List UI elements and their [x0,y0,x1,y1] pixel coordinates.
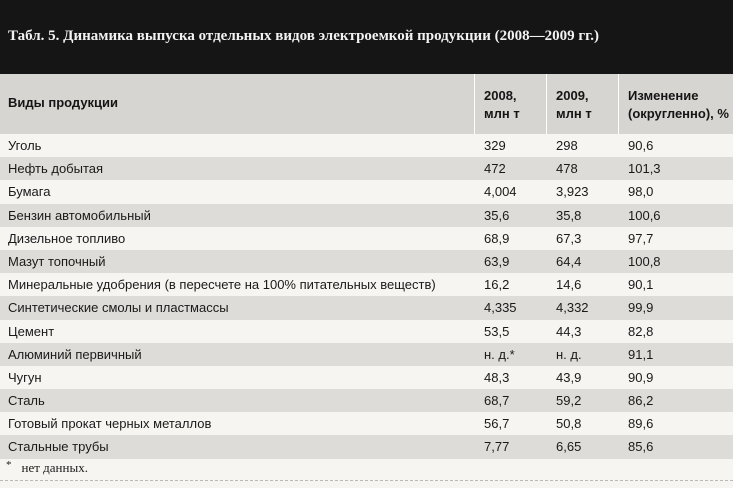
row-change: 90,9 [628,369,654,385]
row-product: Синтетические смолы и пластмассы [8,300,229,316]
row-product: Бумага [8,184,51,200]
table-row [0,204,733,227]
table-row [0,435,733,458]
row-product: Минеральные удобрения (в пересчете на 100% питательных веществ) [8,277,436,293]
row-product: Уголь [8,138,42,153]
row-2008: 472 [484,161,506,177]
row-change: 90,1 [628,277,654,293]
row-change: 82,8 [628,323,654,339]
header-change-line2: (округленно), % [628,106,729,121]
table-title-bar [0,0,733,74]
header-2008-line1: 2008, [484,88,517,103]
row-2008: 48,3 [484,369,510,385]
row-change: 97,7 [628,230,654,246]
footnote-mark: * [6,459,12,471]
row-2008: 68,9 [484,230,510,246]
header-product: Виды продукции [8,95,119,110]
row-change: 100,8 [628,253,661,269]
row-2009: 4,332 [556,300,589,316]
row-change: 101,3 [628,161,661,177]
row-change: 89,6 [628,416,654,432]
row-product: Готовый прокат черных металлов [8,416,212,432]
table-row [0,412,733,435]
row-2008: 68,7 [484,393,510,409]
row-2008: 329 [484,138,506,153]
row-product: Мазут топочный [8,253,106,269]
row-2009: 3,923 [556,184,589,200]
footnote-text: нет данных. [21,460,88,475]
table-row [0,366,733,389]
row-product: Дизельное топливо [8,230,126,246]
header-2008 [484,87,520,123]
row-change: 86,2 [628,393,654,409]
row-2009: 44,3 [556,323,582,339]
row-2009: 298 [556,138,578,153]
table-body [0,134,733,459]
header-2009 [556,87,592,123]
table-row [0,134,733,157]
row-2008: 4,335 [484,300,517,316]
header-change-line1: Изменение [628,88,699,103]
table-row [0,389,733,412]
table-row [0,227,733,250]
table-row [0,296,733,319]
table-header [0,74,733,134]
row-change: 90,6 [628,138,654,153]
row-product: Алюминий первичный [8,346,142,362]
row-2008: 16,2 [484,277,510,293]
row-2008: 35,6 [484,207,510,223]
footnote [6,460,88,476]
header-change [628,87,729,123]
row-change: 85,6 [628,439,654,455]
row-2009: 6,65 [556,439,582,455]
table-row [0,343,733,366]
row-2009: н. д. [556,346,582,362]
row-2009: 478 [556,161,578,177]
row-2008: 7,77 [484,439,510,455]
table-row [0,273,733,296]
table-title: Табл. 5. Динамика выпуска отдельных видов электроемкой продукции (2008—2009 гг.) [8,28,600,44]
row-change: 98,0 [628,184,654,200]
row-2008: 63,9 [484,253,510,269]
table-row [0,180,733,203]
table-row [0,320,733,343]
row-product: Сталь [8,393,45,409]
row-2008: 56,7 [484,416,510,432]
row-2009: 43,9 [556,369,582,385]
row-change: 91,1 [628,346,654,362]
row-product: Цемент [8,323,55,339]
table-row [0,157,733,180]
row-2009: 14,6 [556,277,582,293]
row-2009: 67,3 [556,230,582,246]
bottom-divider [0,480,733,482]
header-2009-line2: млн т [556,106,592,121]
row-2008: 53,5 [484,323,510,339]
row-product: Бензин автомобильный [8,207,151,223]
row-change: 99,9 [628,300,654,316]
row-product: Нефть добытая [8,161,104,177]
row-2008: н. д.* [484,346,515,362]
header-2009-line1: 2009, [556,88,589,103]
row-2009: 50,8 [556,416,582,432]
row-product: Чугун [8,369,42,385]
header-2008-line2: млн т [484,106,520,121]
row-product: Стальные трубы [8,439,109,455]
row-2009: 35,8 [556,207,582,223]
row-2008: 4,004 [484,184,517,200]
row-2009: 59,2 [556,393,582,409]
table-row [0,250,733,273]
row-2009: 64,4 [556,253,582,269]
row-change: 100,6 [628,207,661,223]
